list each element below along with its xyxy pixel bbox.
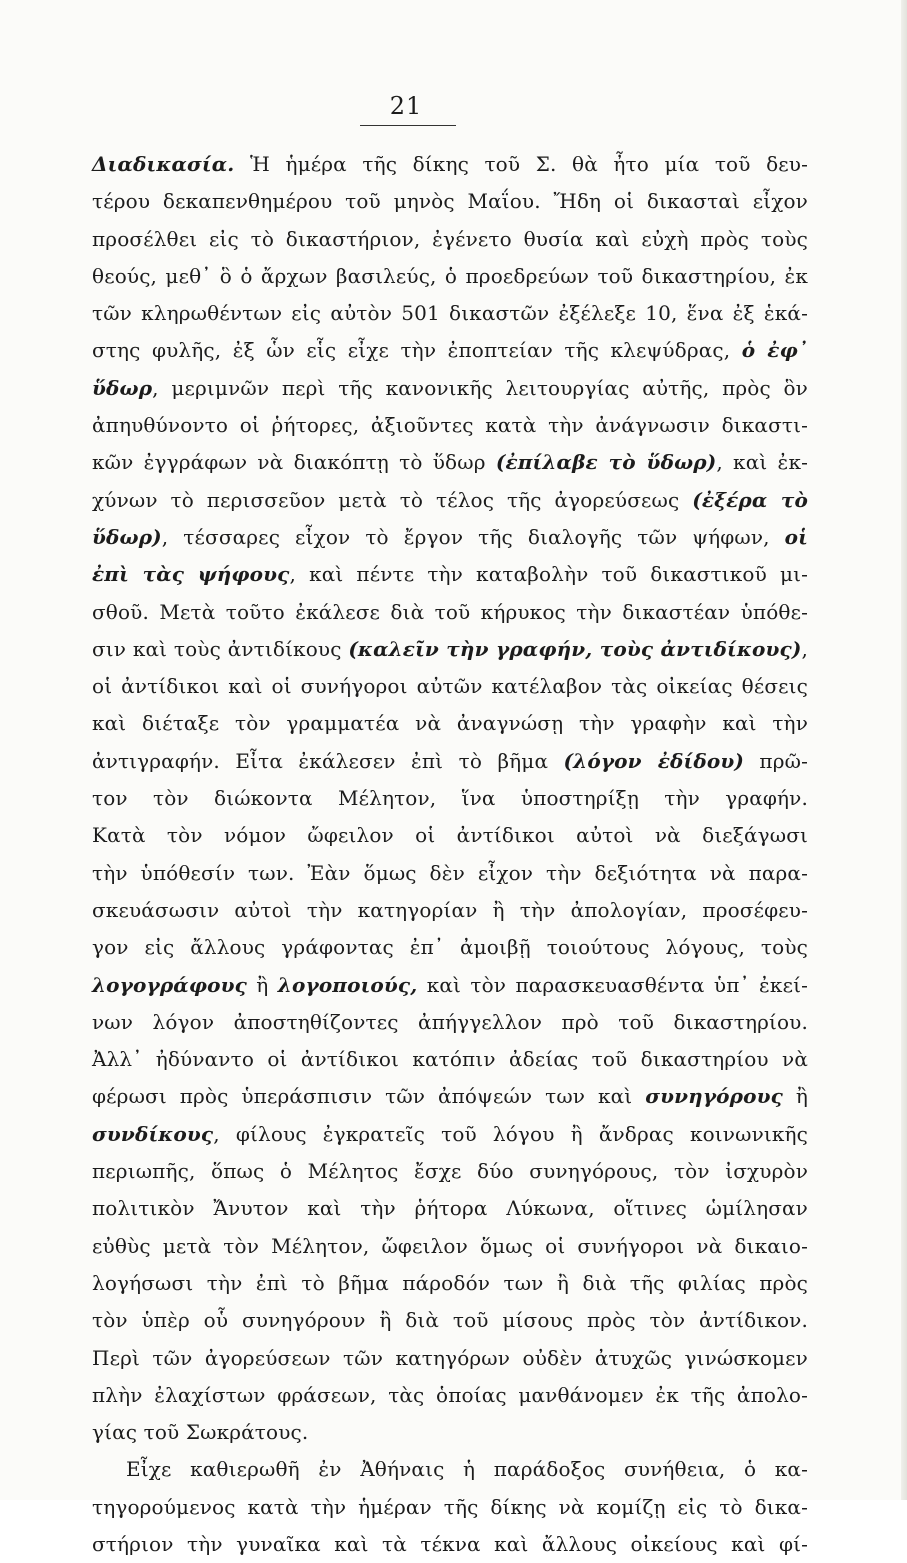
text-line — [92, 780, 808, 817]
text-line — [92, 743, 808, 780]
text-line — [92, 631, 808, 668]
text-line — [92, 705, 808, 742]
text-run: , καὶ ἐκ- — [716, 450, 808, 475]
text-line — [92, 146, 808, 183]
text-line — [92, 407, 808, 444]
text-line — [92, 1078, 808, 1115]
text-line — [92, 519, 808, 556]
text-line — [92, 1116, 808, 1153]
header-rule — [360, 125, 456, 126]
text-run: γον εἰς ἄλλους γράφοντας ἐπ᾿ ἀμοιβῇ τοιούτους λόγους, τοὺς — [92, 935, 808, 960]
text-run: τῶν κληρωθέντων εἰς αὐτὸν 501 δικαστῶν ἐξέλεξε 10, ἕνα ἐξ ἑκά- — [92, 301, 808, 326]
text-run: περιωπῆς, ὅπως ὁ Μέλητος ἔσχε δύο συνηγόρους, τὸν ἰσχυρὸν — [92, 1159, 808, 1184]
text-line — [92, 1302, 808, 1339]
text-run: φέρωσι πρὸς ὑπεράσπισιν τῶν ἀπόψεών των καὶ — [92, 1084, 646, 1109]
text-line — [92, 1526, 808, 1563]
text-run: Ἀλλ᾿ ἠδύναντο οἱ ἀντίδικοι κατόπιν ἀδείας τοῦ δικαστηρίου νὰ — [92, 1047, 808, 1072]
text-run: , φίλους ἐγκρατεῖς τοῦ λόγου ἢ ἄνδρας κοινωνικῆς — [213, 1121, 808, 1146]
text-run: πρῶ- — [743, 748, 808, 773]
text-line — [92, 295, 808, 332]
emphasized-term: (καλεῖν τὴν γραφήν, τοὺς ἀντιδίκους) — [348, 636, 802, 661]
text-run: γίας τοῦ Σωκράτους. — [92, 1420, 309, 1445]
text-line — [92, 332, 808, 369]
text-line — [92, 1153, 808, 1190]
page-edge-shadow — [901, 0, 907, 1500]
text-line — [92, 1190, 808, 1227]
text-run: ἀντιγραφήν. Εἶτα ἐκάλεσεν ἐπὶ τὸ βῆμα — [92, 748, 564, 773]
text-line — [92, 1340, 808, 1377]
emphasized-term: συνδίκους — [92, 1121, 214, 1146]
text-run: σκευάσωσιν αὐτοὶ τὴν κατηγορίαν ἢ τὴν ἀπολογίαν, προσέφευ- — [92, 897, 808, 922]
text-run: χύνων τὸ περισσεῦον μετὰ τὸ τέλος τῆς ἀγορεύσεως — [92, 487, 693, 512]
text-run: , καὶ πέντε τὴν καταβολὴν τοῦ δικαστικοῦ μι- — [289, 562, 808, 587]
text-run: ἀπηυθύνοντο οἱ ῥήτορες, ἀξιοῦντες κατὰ τὴν ἀνάγνωσιν δικαστι- — [92, 413, 808, 438]
text-run: τέρου δεκαπενθημέρου τοῦ μηνὸς Μαΐου. Ἤδη οἱ δικασταὶ εἶχον — [92, 189, 808, 214]
text-line — [92, 929, 808, 966]
text-run: λογήσωσι τὴν ἐπὶ τὸ βῆμα πάροδόν των ἢ διὰ τῆς φιλίας πρὸς — [92, 1270, 808, 1295]
text-line — [92, 1265, 808, 1302]
text-line — [92, 855, 808, 892]
text-line — [92, 444, 808, 481]
emphasized-term: (ἐπίλαβε τὸ ὕδωρ) — [495, 450, 717, 475]
text-line — [92, 1228, 808, 1265]
text-line — [92, 556, 808, 593]
text-run: Ἡ ἡμέρα τῆς δίκης τοῦ Σ. θὰ ἦτο μία τοῦ δευ- — [234, 152, 808, 176]
text-line — [92, 183, 808, 220]
text-run: πολιτικὸν Ἄνυτον καὶ τὴν ῥήτορα Λύκωνα, οἵτινες ὡμίλησαν — [92, 1196, 808, 1221]
text-run: σιν καὶ τοὺς ἀντιδίκους — [92, 636, 349, 661]
text-run: κῶν ἐγγράφων νὰ διακόπτῃ τὸ ὕδωρ — [92, 450, 496, 475]
text-run: θεούς, μεθ᾿ ὃ ὁ ἄρχων βασιλεύς, ὁ προεδρεύων τοῦ δικαστηρίου, ἐκ — [92, 263, 808, 288]
emphasized-term: (λόγον ἐδίδου) — [563, 748, 744, 773]
text-line — [92, 892, 808, 929]
text-run: στήριον τὴν γυναῖκα καὶ τὰ τέκνα καὶ ἄλλους οἰκείους καὶ φί- — [92, 1531, 808, 1556]
text-run: τὴν ὑπόθεσίν των. Ἐὰν ὅμως δὲν εἶχον τὴν δεξιότητα νὰ παρα- — [92, 860, 808, 885]
text-line — [92, 221, 808, 258]
text-line — [92, 1489, 808, 1526]
text-run: , τέσσαρες εἶχον τὸ ἔργον τῆς διαλογῆς τῶν ψήφων, — [161, 524, 785, 549]
text-run: , — [801, 636, 808, 661]
text-run: Κατὰ τὸν νόμον ὤφειλον οἱ ἀντίδικοι αὐτοὶ νὰ διεξάγωσι — [92, 823, 808, 848]
text-line — [92, 258, 808, 295]
emphasized-term: συνηγόρους — [645, 1084, 783, 1109]
text-run: ἢ — [782, 1084, 808, 1109]
text-line — [92, 817, 808, 854]
text-run: καὶ διέταξε τὸν γραμματέα νὰ ἀναγνώσῃ τὴν γραφὴν καὶ τὴν — [92, 711, 808, 736]
text-line — [92, 1041, 808, 1078]
emphasized-term: (ἐξέρα τὸ — [692, 487, 808, 512]
text-line — [92, 967, 808, 1004]
text-line — [92, 668, 808, 705]
emphasized-term: οἱ — [784, 524, 808, 549]
text-line — [92, 594, 808, 631]
text-line — [92, 370, 808, 407]
emphasized-term: ὕδωρ — [92, 375, 153, 400]
text-run: νων λόγον ἀποστηθίζοντες ἀπήγγελλον πρὸ τοῦ δικαστηρίου. — [92, 1009, 808, 1034]
text-run: τον τὸν διώκοντα Μέλητον, ἵνα ὑποστηρίξῃ τὴν γραφήν. — [92, 786, 808, 811]
text-run: εὐθὺς μετὰ τὸν Μέλητον, ὤφειλον ὅμως οἱ συνήγοροι νὰ δικαιο- — [92, 1233, 808, 1258]
emphasized-term: ὕδωρ) — [92, 524, 162, 549]
text-run: τὸν ὑπὲρ οὗ συνηγόρουν ἢ διὰ τοῦ μίσους πρὸς τὸν ἀντίδικον. — [92, 1308, 808, 1333]
text-run: οἱ ἀντίδικοι καὶ οἱ συνήγοροι αὐτῶν κατέλαβον τὰς οἰκείας θέσεις — [92, 674, 808, 699]
text-run: πλὴν ἐλαχίστων φράσεων, τὰς ὁποίας μανθάνομεν ἐκ τῆς ἀπολο- — [92, 1382, 808, 1407]
text-line — [92, 1004, 808, 1041]
text-line — [92, 1377, 808, 1414]
text-run: καὶ τὸν παρασκευασθέντα ὑπ᾿ ἐκεί- — [417, 972, 808, 997]
emphasized-term: ὁ ἐφ᾿ — [741, 338, 808, 363]
text-line — [92, 482, 808, 519]
emphasized-term: ἐπὶ τὰς ψήφους — [92, 562, 290, 587]
text-run: στης φυλῆς, ἐξ ὧν εἷς εἶχε τὴν ἐποπτείαν τῆς κλεψύδρας, — [92, 338, 742, 363]
emphasized-term: λογογράφους — [92, 972, 247, 997]
text-run: Περὶ τῶν ἀγορεύσεων τῶν κατηγόρων οὐδὲν ἀτυχῶς γινώσκομεν — [92, 1345, 808, 1370]
text-line — [92, 1414, 808, 1451]
text-run: προσέλθει εἰς τὸ δικαστήριον, ἐγένετο θυσία καὶ εὐχὴ πρὸς τοὺς — [92, 226, 808, 251]
emphasized-term: λογοποιούς, — [277, 972, 418, 997]
emphasized-term: Διαδικασία. — [92, 152, 235, 176]
page-number: 21 — [389, 92, 423, 120]
body-text — [92, 146, 808, 1563]
text-run: ἢ — [246, 972, 278, 997]
text-line — [92, 1451, 808, 1488]
text-run: Εἶχε καθιερωθῆ ἐν Ἀθήναις ἡ παράδοξος συνήθεια, ὁ κα- — [126, 1457, 808, 1482]
text-run: σθοῦ. Μετὰ τοῦτο ἐκάλεσε διὰ τοῦ κήρυκος τὴν δικαστέαν ὑπόθε- — [92, 599, 808, 624]
text-run: τηγορούμενος κατὰ τὴν ἡμέραν τῆς δίκης νὰ κομίζῃ εἰς τὸ δικα- — [92, 1494, 808, 1519]
text-run: , μεριμνῶν περὶ τῆς κανονικῆς λειτουργίας αὐτῆς, πρὸς ὃν — [152, 375, 808, 400]
